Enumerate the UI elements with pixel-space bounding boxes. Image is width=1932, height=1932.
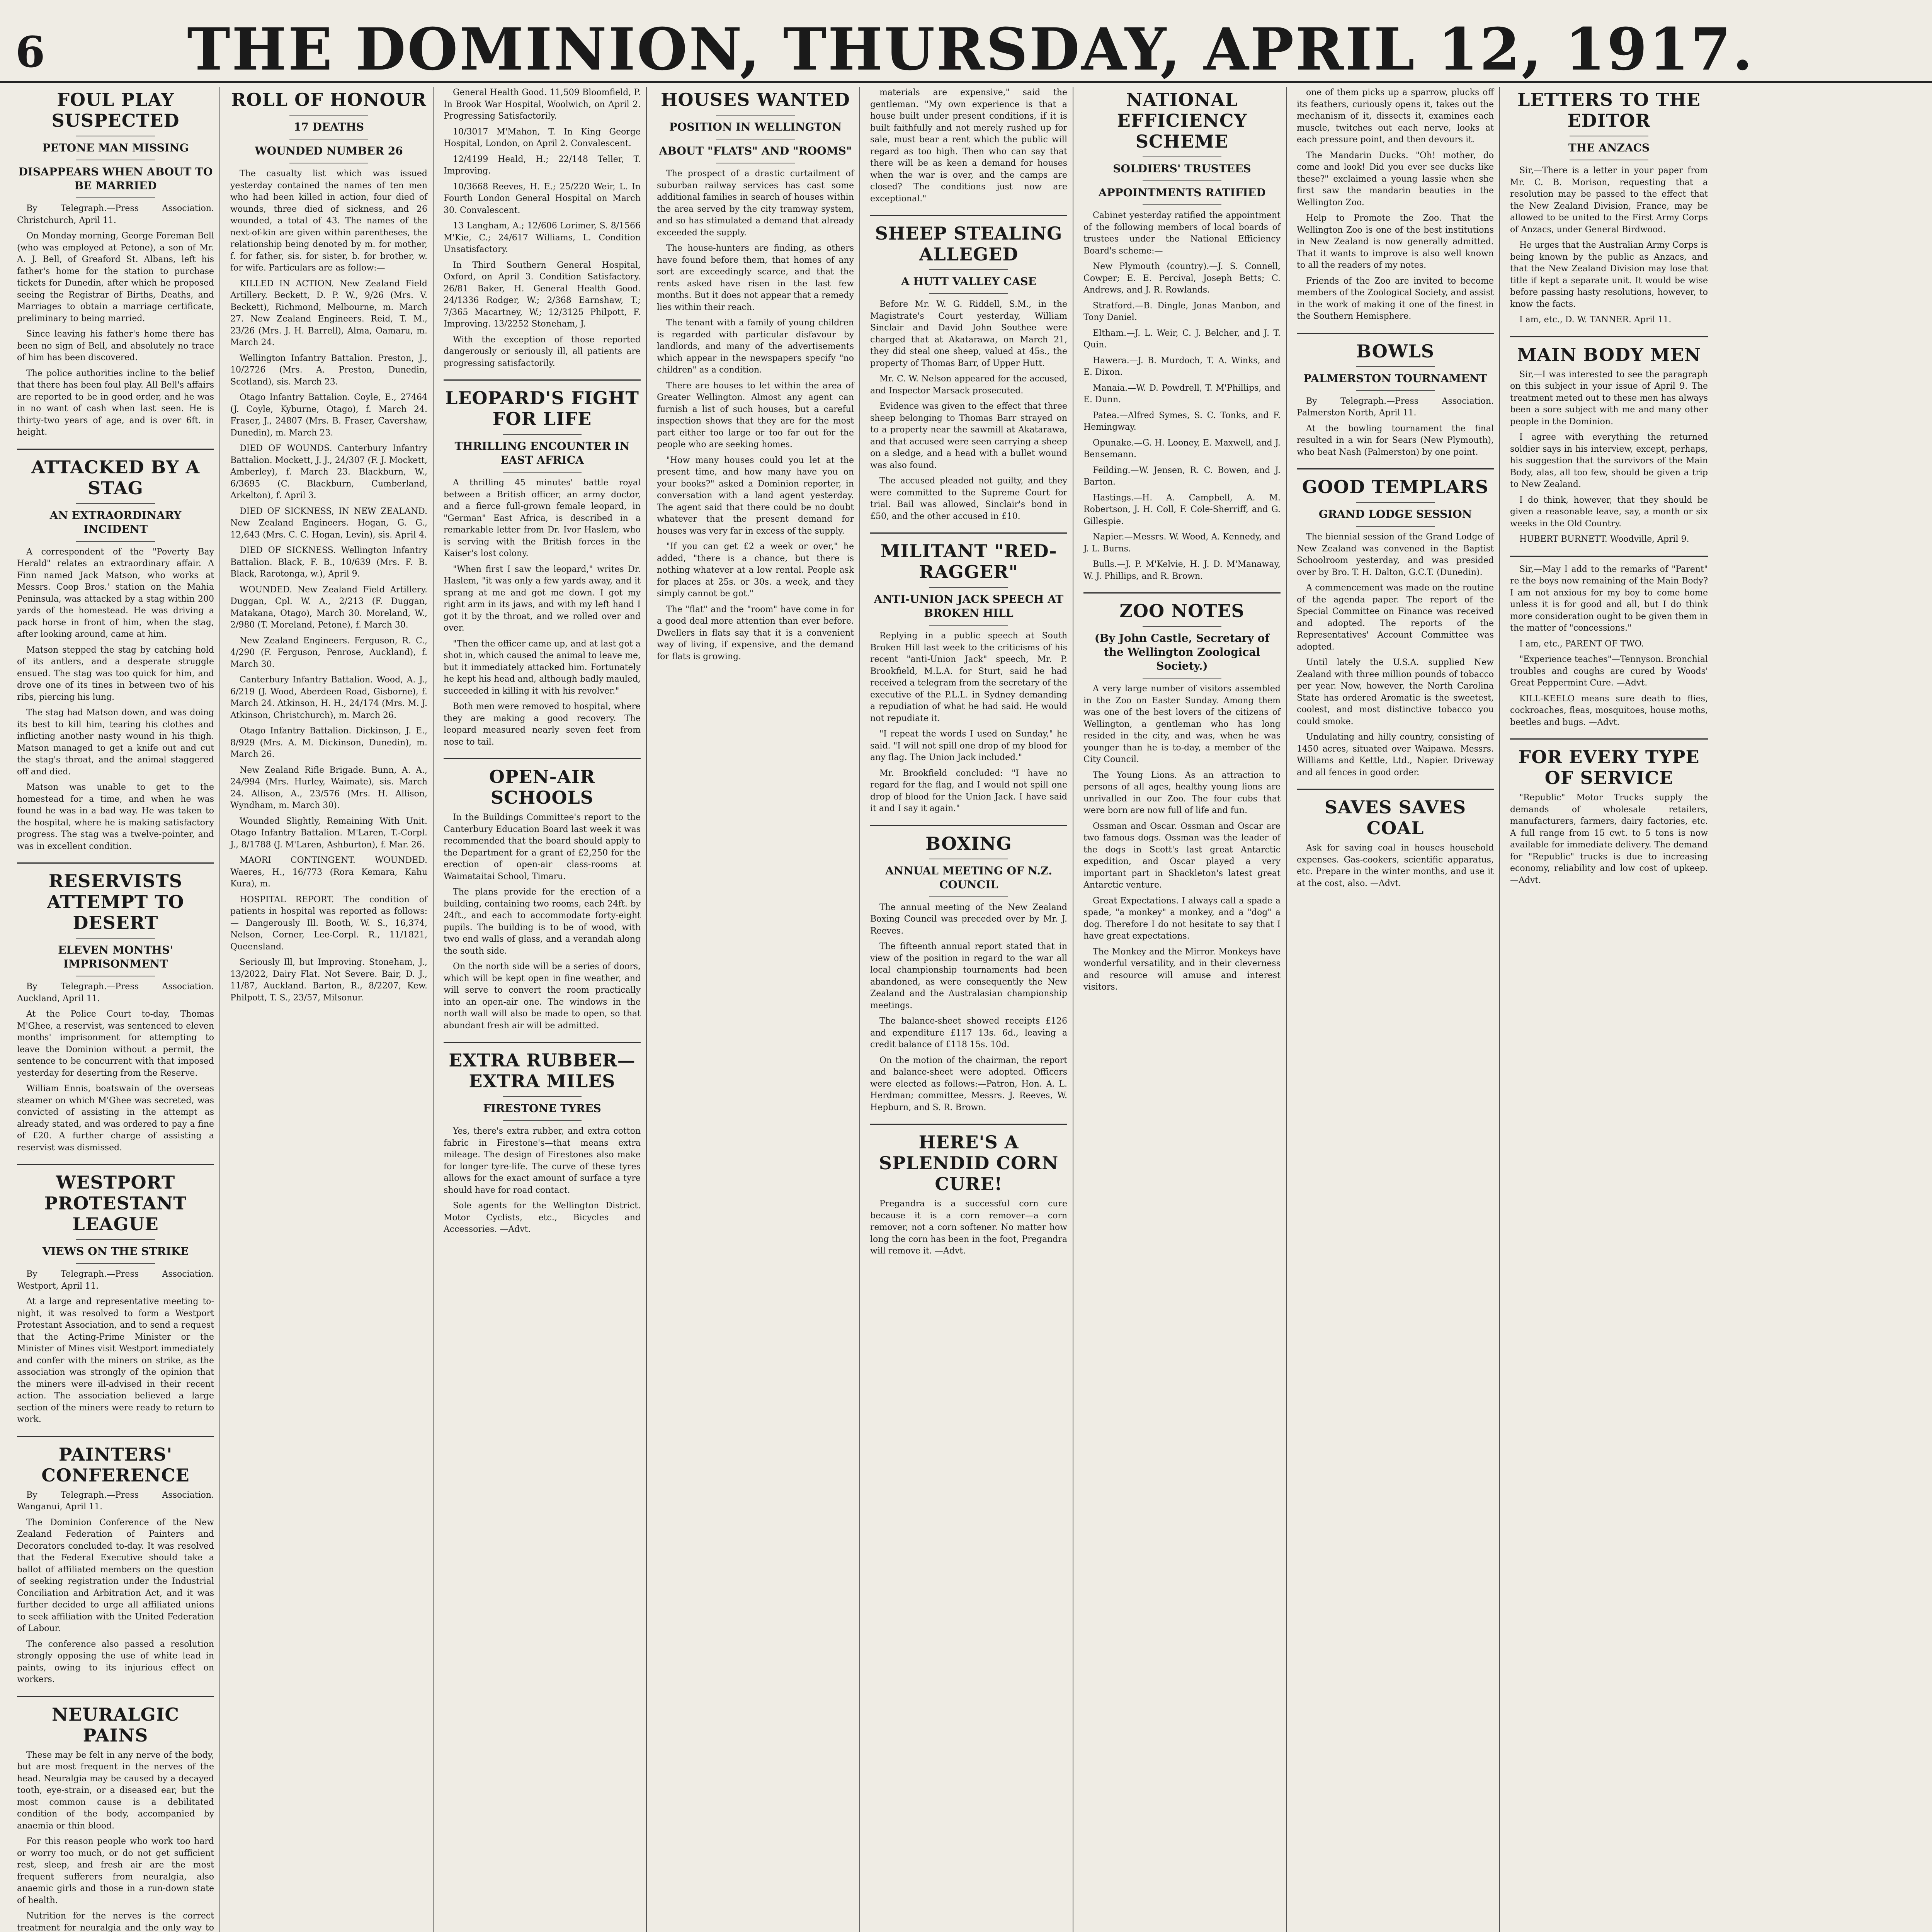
divider xyxy=(76,938,155,939)
body-paragraph: The conference also passed a resolution strongly opposing the use of white lead in paints, owing to its injurious effect on workers. xyxy=(17,1639,214,1684)
body-paragraph: By Telegraph.—Press Association. Wanganui, April 11. xyxy=(17,1490,214,1512)
article xyxy=(1510,344,1708,557)
body-paragraph: Manaia.—W. D. Powdrell, T. M'Phillips, and E. Dunn. xyxy=(1083,383,1281,405)
body-paragraph: Great Expectations. I always call a spade a spade, "a monkey" a monkey, and a "dog" a dog. Therefore I do not hesitate to say that I have great expectations. xyxy=(1083,896,1281,941)
divider xyxy=(1356,526,1435,527)
article xyxy=(870,541,1067,826)
body-paragraph: The police authorities incline to the belief that there has been foul play. All Bell's affairs are reported to be in good order, and he was in no want of cash when last seen. He is thirty-two years of age, and is over 6ft. in height. xyxy=(17,368,214,437)
body-paragraph: Opunake.—G. H. Looney, E. Maxwell, and J. Bensemann. xyxy=(1083,438,1281,459)
body-paragraph: These may be felt in any nerve of the body, but are most frequent in the nerves of the head. Neuralgia may be caused by a decayed tooth, eye-strain, or a diseased ear, but the most common cause is a debilitated condition of the body, accompanied by anaemia or thin blood. xyxy=(17,1750,214,1831)
article xyxy=(17,457,214,864)
body-paragraph: "Then the officer came up, and at last got a shot in, which caused the animal to leave me, but it immediately attacked him. Fortunately he kept his head and, although badly mauled, succeeded in killing it with his revolver." xyxy=(444,639,641,696)
body-paragraph: New Plymouth (country).—J. S. Connell, Cowper; E. E. Percival, Joseph Betts; C. Andrews, and J. R. Rowlands. xyxy=(1083,262,1281,295)
body-paragraph: HUBERT BURNETT. Woodville, April 9. xyxy=(1519,534,1689,544)
subheadline: FIRESTONE TYRES xyxy=(483,1102,601,1115)
body-paragraph: Help to Promote the Zoo. That the Wellington Zoo is one of the best institutions in New Zealand is now generally admitted. That it wants to improve is also well known to all the readers of my notes. xyxy=(1297,213,1494,270)
divider xyxy=(1143,180,1221,181)
subheadline: ABOUT "FLATS" AND "ROOMS" xyxy=(659,145,852,157)
body-paragraph: The prospect of a drastic curtailment of suburban railway services has cast some additional families in search of houses within the area served by the city tramway system, and so has stimulated a demand that already exceeded the supply. xyxy=(657,169,854,238)
headline: RESERVISTS ATTEMPT TO DESERT xyxy=(47,871,184,933)
body-paragraph: Matson stepped the stag by catching hold of its antlers, and a desperate struggle ensued. The stag was too quick for him, and drove one of its tines in between two of his ribs, piercing his lung. xyxy=(17,645,214,702)
body-paragraph: Napier.—Messrs. W. Wood, A. Kennedy, and J. L. Burns. xyxy=(1083,532,1281,554)
divider xyxy=(1143,156,1221,157)
body-paragraph: I am, etc., D. W. TANNER. April 11. xyxy=(1519,315,1672,325)
divider xyxy=(76,1239,155,1240)
article xyxy=(230,89,427,1014)
article xyxy=(1510,89,1708,337)
headline: MILITANT "RED-RAGGER" xyxy=(880,541,1057,582)
body-paragraph: Canterbury Infantry Battalion. Wood, A. J., 6/219 (J. Wood, Aberdeen Road, Gisborne), f. March 24. Atkinson, H. H., 24/174 (Mrs. M. J. Atkinson, Christchurch), m. March 26. xyxy=(230,675,427,720)
body-paragraph: The balance-sheet showed receipts £126 and expenditure £117 13s. 6d., leaving a credit balance of £118 15s. 10d. xyxy=(870,1016,1067,1049)
body-paragraph: At the bowling tournament the final resulted in a win for Sears (New Plymouth), who beat Nash (Palmerston) by one point. xyxy=(1297,423,1494,457)
headline: OPEN-AIR SCHOOLS xyxy=(489,766,595,808)
body-paragraph: There are houses to let within the area of Greater Wellington. Almost any agent can furnish a list of such houses, but a careful inspection shows that they are for the most part either too large or too far out for the people who are seeking homes. xyxy=(657,381,854,449)
body-paragraph: William Ennis, boatswain of the overseas steamer on which M'Ghee was secreted, was convicted of assisting in the attempt as already stated, and was ordered to pay a fine of £20. A further charge of assisting a reservist was dismissed. xyxy=(17,1084,214,1153)
body-paragraph: By Telegraph.—Press Association. Christchurch, April 11. xyxy=(17,204,214,225)
body-paragraph: HOSPITAL REPORT. The condition of patients in hospital was reported as follows:— Dangerously Ill. Booth, W. S., 16,374, Nelson, Corner, Lee-Corpl. R., 11/1821, Queensland. xyxy=(230,895,427,952)
article xyxy=(17,1172,214,1437)
body-paragraph: Pregandra is a successful corn cure because it is a corn remover—a corn remover, not a corn softener. No matter how long the corn has been in the foot, Pregandra will remove it. —Advt. xyxy=(870,1199,1067,1256)
body-paragraph: "When first I saw the leopard," writes Dr. Haslem, "it was only a few yards away, and it sprang at me and got me down. I got my right arm in its jaws, and with my left hand I got it by the throat, and we rolled over and over. xyxy=(444,564,641,633)
page-header xyxy=(0,0,1932,83)
body-paragraph: Ask for saving coal in houses household expenses. Gas-cookers, scientific apparatus, etc. Prepare in the winter months, and use it at the cost, also. —Advt. xyxy=(1297,843,1494,888)
divider xyxy=(503,1096,582,1097)
body-paragraph: The casualty list which was issued yesterday contained the names of ten men who had been killed in action, four died of wounds, three died of sickness, and 26 wounded, a total of 43. The names of the next-of-kin are given within parentheses, the relationship being denoted by m. for mother, f. for father, sis. for sister, b. for brother, w. for wife. Particulars are as follow:— xyxy=(230,169,427,273)
body-paragraph: "How many houses could you let at the present time, and how many have you on your books?" asked a Dominion reporter, in conversation with a land agent yesterday. The agent said that there could be no doubt whatever that the present demand for houses was very far in excess of the supply. xyxy=(657,455,854,536)
article xyxy=(870,833,1067,1125)
body-paragraph: The accused pleaded not guilty, and they were committed to the Supreme Court for trial. Bail was allowed, Sinclair's bond in £50, and the other accused in £10. xyxy=(870,476,1067,521)
headline: MAIN BODY MEN xyxy=(1517,344,1701,365)
body-paragraph: For this reason people who work too hard or worry too much, or do not get sufficient rest, sleep, and fresh air are the most frequent sufferers from neuralgia, also anaemic girls and those in a run-down state of health. xyxy=(17,1837,214,1905)
headline: LEOPARD'S FIGHT FOR LIFE xyxy=(445,388,639,429)
article xyxy=(444,1050,641,1246)
body-paragraph: A commencement was made on the routine of the agenda paper. The report of the Special Committee on Finance was received and adopted. The reports of the Representatives' Account Committee was adopted. xyxy=(1297,583,1494,652)
divider xyxy=(76,1263,155,1264)
body-paragraph: 10/3668 Reeves, H. E.; 25/220 Weir, L. In Fourth London General Hospital on March 30. Convalescent. xyxy=(444,182,641,215)
body-paragraph: General Health Good. 11,509 Bloomfield, P. In Brook War Hospital, Woolwich, on April 2. Progressing Satisfactorily. xyxy=(444,88,641,121)
body-paragraph: Seriously Ill, but Improving. Stoneham, J., 13/2022, Dairy Flat. Not Severe. Bair, D. J., 11/87, Auckland. Barton, R., 8/2207, Kew. Philpott, T. S., 23/57, Milsonur. xyxy=(230,957,427,1003)
headline: FOUL PLAY SUSPECTED xyxy=(51,89,180,131)
body-paragraph: DIED OF SICKNESS, IN NEW ZEALAND. New Zealand Engineers. Hogan, G. G., 12,643 (Mrs. C. C. Hogan, Levin), sis. April 4. xyxy=(230,506,427,540)
article xyxy=(444,388,641,759)
body-paragraph: The plans provide for the erection of a building, containing two rooms, each 24ft. by 24ft., and each to accommodate forty-eight pupils. The building is to be of wood, with two end walls of glass, and a verandah along the south side. xyxy=(444,887,641,956)
column-4 xyxy=(651,87,860,1932)
body-paragraph: At a large and representative meeting to-night, it was resolved to form a Westport Protestant Association, and to send a request that the Acting-Prime Minister or the Minister of Mines visit Westport immediately and confer with the miners on strike, as the association was strongly of the opinion that the miners were ill-advised in their recent action. The association believed a large section of the miners were ready to return to work. xyxy=(17,1297,214,1424)
article xyxy=(1083,600,1281,1003)
body-paragraph: "I repeat the words I used on Sunday," he said. "I will not spill one drop of my blood for any flag. The Union Jack included." xyxy=(870,729,1067,762)
body-paragraph: "Republic" Motor Trucks supply the demands of wholesale retailers, manufacturers, farmers, dairy factories, etc. A full range from 15 cwt. to 5 tons is now available for immediate delivery. The demand for "Republic" trucks is due to increasing economy, reliability and low cost of upkeep. —Advt. xyxy=(1510,793,1708,885)
subheadline: THE ANZACS xyxy=(1568,141,1650,154)
body-paragraph: Sole agents for the Wellington District. Motor Cyclists, etc., Bicycles and Accessories. —Advt. xyxy=(444,1201,641,1234)
body-paragraph: Sir,—I was interested to see the paragraph on this subject in your issue of April 9. The treatment meted out to these men has always been a sore subject with me and many other people in the Dominion. xyxy=(1510,369,1708,427)
divider xyxy=(929,896,1008,897)
body-paragraph: 12/4199 Heald, H.; 22/148 Teller, T. Improving. xyxy=(444,154,641,176)
body-paragraph: In the Buildings Committee's report to the Canterbury Education Board last week it was recommended that the board should apply to the Department for a grant of £2,250 for the erection of open-air class-rooms at Waimataitai School, Timaru. xyxy=(444,813,641,881)
body-paragraph: I do think, however, that they should be given a reasonable leave, say, a month or six weeks in the Old Country. xyxy=(1510,495,1708,529)
body-paragraph: Undulating and hilly country, consisting of 1450 acres, situated over Waipawa. Messrs. Williams and Kettle, Ltd., Napier. Driveway and all fences in good order. xyxy=(1297,732,1494,777)
body-paragraph: Nutrition for the nerves is the correct treatment for neuralgia and the only way to xyxy=(17,1911,214,1932)
newspaper-columns xyxy=(12,87,1928,1932)
body-paragraph: At the Police Court to-day, Thomas M'Ghee, a reservist, was sentenced to eleven months' imprisonment for attempting to leave the Dominion without a permit, the sentence to be concurrent with that imposed yesterday for deserting from the Reserve. xyxy=(17,1009,214,1078)
subheadline: POSITION IN WELLINGTON xyxy=(669,121,842,133)
article xyxy=(17,1444,214,1697)
subheadline: WOUNDED NUMBER 26 xyxy=(255,145,403,157)
headline: EXTRA RUBBER—EXTRA MILES xyxy=(449,1050,636,1092)
body-paragraph: A very large number of visitors assembled in the Zoo on Easter Sunday. Among them was one of the best lovers of the citizens of Wellington, a gentleman who has long resided in the city, and was, when he was younger than he is to-day, a member of the City Council. xyxy=(1083,684,1281,764)
article xyxy=(870,1132,1067,1267)
divider xyxy=(76,541,155,542)
column-3 xyxy=(438,87,647,1932)
subheadline: ANNUAL MEETING OF N.Z. COUNCIL xyxy=(885,864,1052,891)
subheadline: GRAND LODGE SESSION xyxy=(1318,508,1472,520)
article xyxy=(17,1704,214,1932)
divider xyxy=(503,1120,582,1121)
body-paragraph: Friends of the Zoo are invited to become members of the Zoological Society, and assist in the work of making it one of the finest in the Southern Hemisphere. xyxy=(1297,276,1494,321)
article xyxy=(1297,797,1494,900)
subheadline: 17 DEATHS xyxy=(293,121,364,133)
body-paragraph: Yes, there's extra rubber, and extra cotton fabric in Firestone's—that means extra mileage. The design of Firestones also make for longer tyre-life. The curve of these tyres allows for the exact amount of surface a tyre should have for road contact. xyxy=(444,1126,641,1195)
headline: BOWLS xyxy=(1356,340,1435,362)
body-paragraph: Matson was unable to get to the homestead for a time, and when he was found he was in a bad way. He was taken to the hospital, where he is making satisfactory progress. The stag was a twelve-pointer, and was in excellent condition. xyxy=(17,782,214,851)
body-paragraph: In Third Southern General Hospital, Oxford, on April 3. Condition Satisfactory. 26/81 Baker, H. General Health Good. 24/1336 Rodger, W.; 2/368 Earnshaw, T.; 7/365 Macartney, W.; 12/3125 Philpott, F. Improving. 13/2252 Stoneham, J. xyxy=(444,260,641,329)
headline: PAINTERS' CONFERENCE xyxy=(41,1444,190,1486)
body-paragraph: The tenant with a family of young children is regarded with particular disfavour by landlords, and many of the advertisements which appear in the newspapers specify "no children" as a condition. xyxy=(657,318,854,375)
body-paragraph: He urges that the Australian Army Corps is being known by the public as Anzacs, and that the New Zealand Division may lose that title if kept a separate unit. It would be wise before passing hasty resolutions, however, to know the facts. xyxy=(1510,240,1708,309)
article xyxy=(444,87,641,381)
body-paragraph: Wellington Infantry Battalion. Preston, J., 10/2726 (Mrs. A. Preston, Dunedin, Scotland), sis. March 23. xyxy=(230,353,427,387)
headline: FOR EVERY TYPE OF SERVICE xyxy=(1518,747,1700,788)
body-paragraph: Bulls.—J. P. M'Kelvie, H. J. D. M'Manaway, W. J. Phillips, and R. Brown. xyxy=(1083,560,1281,581)
body-paragraph: The Monkey and the Mirror. Monkeys have wonderful versatility, and in their cleverness and resource will amuse and interest visitors. xyxy=(1083,947,1281,992)
headline: SAVES SAVES COAL xyxy=(1324,797,1466,838)
body-paragraph: WOUNDED. New Zealand Field Artillery. Duggan, Cpl. W. A., 2/213 (F. Duggan, Matakana, Otago), March 30. Moreland, W., 2/980 (T. Moreland, Petone), f. March 30. xyxy=(230,585,427,630)
body-paragraph: Otago Infantry Battalion. Dickinson, J. E., 8/929 (Mrs. A. M. Dickinson, Dunedin), m. March 26. xyxy=(230,726,427,759)
headline: HOUSES WANTED xyxy=(661,89,850,110)
divider xyxy=(1143,678,1221,679)
article xyxy=(870,223,1067,534)
body-paragraph: New Zealand Rifle Brigade. Bunn, A. A., 24/994 (Mrs. Hurley, Waimate), sis. March 24. Allison, A., 23/576 (Mrs. H. Allison, Wyndham, m. March 30). xyxy=(230,765,427,810)
subheadline: ELEVEN MONTHS' IMPRISONMENT xyxy=(58,944,173,970)
subheadline: AN EXTRAORDINARY INCIDENT xyxy=(49,509,182,536)
article xyxy=(1510,747,1708,896)
divider xyxy=(1143,204,1221,205)
body-paragraph: The fifteenth annual report stated that in view of the position in regard to the war all local championship tournaments had been abandoned, as were consequently the New Zealand and the Australasian championship meetings. xyxy=(870,942,1067,1010)
body-paragraph: Evidence was given to the effect that three sheep belonging to Thomas Barr strayed on to a property near the sawmill at Akatarawa, and that accused were seen carrying a sheep on a sledge, and a head with a bullet wound was also found. xyxy=(870,401,1067,470)
body-paragraph: KILL-KEELO means sure death to flies, cockroaches, fleas, mosquitoes, house moths, beetles and bugs. —Advt. xyxy=(1510,694,1708,727)
divider xyxy=(503,434,582,435)
body-paragraph: Eltham.—J. L. Weir, C. J. Belcher, and J. T. Quin. xyxy=(1083,328,1281,350)
article xyxy=(17,89,214,450)
body-paragraph: New Zealand Engineers. Ferguson, R. C., 4/290 (F. Ferguson, Penrose, Auckland), f. March 30. xyxy=(230,636,427,669)
subheadline: (By John Castle, Secretary of the Wellington Zoological Society.) xyxy=(1094,632,1270,672)
divider xyxy=(1356,366,1435,367)
column-1 xyxy=(12,87,220,1932)
body-paragraph: 10/3017 M'Mahon, T. In King George Hospital, London, on April 2. Convalescent. xyxy=(444,127,641,148)
divider xyxy=(503,472,582,473)
body-paragraph: KILLED IN ACTION. New Zealand Field Artillery. Beckett, D. P. W., 9/26 (Mrs. V. Beckett), Richmond, Melbourne, m. March 27. New Zealand Engineers. Reid, T. M., 23/26 (Mrs. J. H. Barrell), Alma, Oamaru, m. March 24. xyxy=(230,279,427,347)
body-paragraph: Sir,—May I add to the remarks of "Parent" re the boys now remaining of the Main Body? I am not anxious for my boy to come home unless it is for good and all, but I do think more consideration ought to be given them in the matter of "concessions." xyxy=(1510,564,1708,633)
article xyxy=(870,87,1067,216)
divider xyxy=(76,197,155,198)
body-paragraph: The Mandarin Ducks. "Oh! mother, do come and look! Did you ever see ducks like these?" exclaimed a young lassie when she first saw the mandarin beauties in the Wellington Zoo. xyxy=(1297,150,1494,207)
article xyxy=(657,89,854,673)
subheadline: VIEWS ON THE STRIKE xyxy=(42,1245,189,1258)
subheadline: APPOINTMENTS RATIFIED xyxy=(1098,186,1266,199)
body-paragraph: Replying in a public speech at South Broken Hill last week to the criticisms of his recent "anti-Union Jack" speech, Mr. P. Brookfield, M.L.A. for Sturt, said he had received a telegram from the secretary of the executive of the P.L.L. in Sydney demanding a repudiation of what he had said. He would not repudiate it. xyxy=(870,631,1067,723)
divider xyxy=(1356,390,1435,391)
divider xyxy=(929,625,1008,626)
headline: LETTERS TO THE EDITOR xyxy=(1517,89,1701,131)
headline: ATTACKED BY A STAG xyxy=(31,456,200,498)
body-paragraph: A thrilling 45 minutes' battle royal between a British officer, an army doctor, and a fierce full-grown female leopard, in "German" East Africa, is described in a remarkable letter from Dr. Ivor Haslem, who is serving with the British forces in the Kaiser's lost colony. xyxy=(444,478,641,558)
body-paragraph: Before Mr. W. G. Riddell, S.M., in the Magistrate's Court yesterday, William Sinclair and David John Southee were charged that at Akatarawa, on March 21, they did steal one sheep, valued at 45s., the property of Thomas Barr, of Upper Hutt. xyxy=(870,299,1067,368)
divider xyxy=(76,503,155,504)
body-paragraph: The annual meeting of the New Zealand Boxing Council was preceded over by Mr. J. Reeves. xyxy=(870,902,1067,936)
subheadline: SOLDIERS' TRUSTEES xyxy=(1113,162,1251,175)
subheadline: ANTI-UNION JACK SPEECH AT BROKEN HILL xyxy=(874,593,1064,619)
body-paragraph: Cabinet yesterday ratified the appointment of the following members of local boards of trustees under the National Efficiency Board's scheme:— xyxy=(1083,211,1281,256)
divider xyxy=(716,115,795,116)
body-paragraph: Mr. C. W. Nelson appeared for the accused, and Inspector Marsack prosecuted. xyxy=(870,374,1067,396)
divider xyxy=(929,293,1008,294)
body-paragraph: Sir,—There is a letter in your paper from Mr. C. B. Morison, requesting that a resolution may be passed to the effect that the New Zealand Division, France, may be allowed to be united to the First Army Corps of Anzacs, under General Birdwood. xyxy=(1510,166,1708,235)
body-paragraph: I agree with everything the returned soldier says in his interview, except, perhaps, his suggestion that the survivors of the Main Body, alas, all too few, should be given a trip to New Zealand. xyxy=(1510,432,1708,489)
subheadline: THRILLING ENCOUNTER IN EAST AFRICA xyxy=(454,440,630,466)
body-paragraph: 13 Langham, A.; 12/606 Lorimer, S. 8/1566 M'Kie, C.; 24/617 Williams, L. Condition Unsatisfactory. xyxy=(444,221,641,254)
body-paragraph: I am, etc., PARENT OF TWO. xyxy=(1519,639,1644,649)
body-paragraph: Ossman and Oscar. Ossman and Oscar are two famous dogs. Ossman was the leader of the dogs in Scott's last great Antarctic expedition, and Oscar played a very important part in Shackleton's latest great Antarctic venture. xyxy=(1083,821,1281,890)
column-8 xyxy=(1505,87,1713,1932)
body-paragraph: Hastings.—H. A. Campbell, A. M. Robertson, J. H. Coll, F. Cole-Sherriff, and G. Gillespie. xyxy=(1083,493,1281,526)
body-paragraph: Feilding.—W. Jensen, R. C. Bowen, and J. Barton. xyxy=(1083,465,1281,487)
divider xyxy=(1143,626,1221,627)
subheadline: PETONE MAN MISSING xyxy=(42,141,189,154)
subheadline: PALMERSTON TOURNAMENT xyxy=(1303,372,1487,385)
article xyxy=(17,871,214,1165)
divider xyxy=(929,587,1008,588)
article xyxy=(1297,341,1494,470)
body-paragraph: Stratford.—B. Dingle, Jonas Manbon, and Tony Daniel. xyxy=(1083,301,1281,322)
article xyxy=(1297,476,1494,790)
article xyxy=(1083,89,1281,594)
headline: ZOO NOTES xyxy=(1119,600,1245,621)
body-paragraph: By Telegraph.—Press Association. Auckland, April 11. xyxy=(17,982,214,1003)
article xyxy=(1297,87,1494,334)
masthead: THE DOMINION, THURSDAY, APRIL 12, 1917. xyxy=(187,15,1754,83)
body-paragraph: On the motion of the chairman, the report and balance-sheet were adopted. Officers were elected as follows:—Patron, Hon. A. L. Herdman; committee, Messrs. J. Reeves, W. Hepburn, and S. R. Brown. xyxy=(870,1055,1067,1112)
body-paragraph: Otago Infantry Battalion. Coyle, E., 27464 (J. Coyle, Kyburne, Otago), f. March 24. Fraser, J., 24807 (Mrs. B. Fraser, Cavershaw, Dunedin), m. March 23. xyxy=(230,393,427,438)
headline: NEURALGIC PAINS xyxy=(52,1704,179,1746)
headline: ROLL OF HONOUR xyxy=(231,89,427,110)
headline: GOOD TEMPLARS xyxy=(1302,476,1489,497)
subheadline: A HUTT VALLEY CASE xyxy=(901,275,1037,288)
body-paragraph: DIED OF WOUNDS. Canterbury Infantry Battalion. Mockett, J. J., 24/307 (F. J. Mockett, Amberley), f. March 23. Blackburn, W., 6/3695 (C. Blackburn, Cumberland, Arkelton), f. April 3. xyxy=(230,444,427,500)
body-paragraph: On the north side will be a series of doors, which will be kept open in fine weather, and will serve to convert the room practically into an open-air one. The windows in the north wall will also be made to open, so that abundant fresh air will be admitted. xyxy=(444,962,641,1031)
body-paragraph: Hawera.—J. B. Murdoch, T. A. Winks, and E. Dixon. xyxy=(1083,355,1281,377)
headline: NATIONAL EFFICIENCY SCHEME xyxy=(1117,89,1247,152)
body-paragraph: On Monday morning, George Foreman Bell (who was employed at Petone), a son of Mr. A. J. Bell, of Greaford St. Albans, left his father's home for the station to purchase tickets for Dunedin, after which he proposed seeing the Registrar of Births, Deaths, and Marriages to obtain a marriage certificate, preliminary to being married. xyxy=(17,231,214,323)
body-paragraph: The Dominion Conference of the New Zealand Federation of Painters and Decorators concluded to-day. It was resolved that the Federal Executive should take a ballot of affiliated members on the question of seeking registration under the Industrial Conciliation and Arbitration Act, and it was further decided to urge all affiliated unions to seek affiliation with the United Federation of Labour. xyxy=(17,1517,214,1633)
body-paragraph: Patea.—Alfred Symes, S. C. Tonks, and F. Hemingway. xyxy=(1083,410,1281,432)
body-paragraph: Both men were removed to hospital, where they are making a good recovery. The leopard measured nearly seven feet from nose to tail. xyxy=(444,702,641,747)
article xyxy=(444,766,641,1043)
article xyxy=(1510,564,1708,740)
headline: SHEEP STEALING ALLEGED xyxy=(875,223,1063,265)
body-paragraph: By Telegraph.—Press Association. Westport, April 11. xyxy=(17,1269,214,1291)
divider xyxy=(929,269,1008,270)
body-paragraph: MAORI CONTINGENT. WOUNDED. Waeres, H., 16/773 (Rora Kemara, Kahu Kura), m. xyxy=(230,855,427,889)
divider xyxy=(1356,502,1435,503)
body-paragraph: The house-hunters are finding, as others have found before them, that homes of any sort are exceedingly scarce, and that the rents asked have risen in the last few months. But it does not appear that a remedy lies within their reach. xyxy=(657,243,854,312)
column-2 xyxy=(225,87,434,1932)
body-paragraph: Until lately the U.S.A. supplied New Zealand with three million pounds of tobacco per year. Now, however, the North Carolina State has ordered Aromatic is the sweetest, coolest, and most distinctive tobacco you could smoke. xyxy=(1297,658,1494,726)
column-7 xyxy=(1291,87,1500,1932)
body-paragraph: The "flat" and the "room" have come in for a good deal more attention than ever before. Dwellers in flats say that it is a convenient way of living, if expensive, and the demand for flats is growing. xyxy=(657,604,854,662)
body-paragraph: A correspondent of the "Poverty Bay Herald" relates an extraordinary affair. A Finn named Jack Matson, who works at Messrs. Coop Bros.' station on the Mahia Peninsula, was attacked by a stag within 200 yards of the homestead. He was driving a pack horse in front of him, when the stag, after looking around, came at him. xyxy=(17,547,214,639)
divider xyxy=(289,115,368,116)
body-paragraph: The Young Lions. As an attraction to persons of all ages, healthy young lions are unrivalled in our Zoo. The four cubs that were born are now full of life and fun. xyxy=(1083,770,1281,815)
page-number: 6 xyxy=(15,27,45,77)
body-paragraph: Wounded Slightly, Remaining With Unit. Otago Infantry Battalion. M'Laren, T.-Corpl. J., 8/1788 (J. M'Laren, Ashburton), f. Mar. 26. xyxy=(230,816,427,850)
body-paragraph: The stag had Matson down, and was doing its best to kill him, tearing his clothes and inflicting another nasty wound in his thigh. Matson managed to get a knife out and cut the stag's throat, and the animal staggered off and died. xyxy=(17,708,214,777)
headline: BOXING xyxy=(925,833,1012,854)
body-paragraph: materials are expensive," said the gentleman. "My own experience is that a house built under present conditions, if it is built faithfully and not merely rushed up for sale, must bear a rent which the public will regard as too high. Then who can say that there will be as keen a demand for houses when the war is over, and the camps are closed? The conditions just now are exceptional." xyxy=(870,88,1067,204)
body-paragraph: DIED OF SICKNESS. Wellington Infantry Battalion. Black, F. B., 10/639 (Mrs. F. B. Black, Rarotonga, w.), April 9. xyxy=(230,546,427,579)
body-paragraph: "Experience teaches"—Tennyson. Bronchial troubles and coughs are cured by Woods' Great Peppermint Cure. —Advt. xyxy=(1510,655,1708,688)
body-paragraph: one of them picks up a sparrow, plucks off its feathers, curiously opens it, takes out the mechanism of it, dissects it, examines each muscle, twitches out each nerve, looks at each pressure point, and then devours it. xyxy=(1297,88,1494,145)
body-paragraph: Since leaving his father's home there has been no sign of Bell, and absolutely no trace of him has been discovered. xyxy=(17,329,214,362)
body-paragraph: "If you can get £2 a week or over," he added, "there is a chance, but there is nothing whatever at a low rental. People ask for places at 25s. or 30s. a week, and they simply cannot be got." xyxy=(657,542,854,599)
column-5 xyxy=(865,87,1073,1932)
body-paragraph: By Telegraph.—Press Association. Palmerston North, April 11. xyxy=(1297,396,1494,418)
subheadline: DISAPPEARS WHEN ABOUT TO BE MARRIED xyxy=(18,165,213,192)
body-paragraph: With the exception of those reported dangerously or seriously ill, all patients are progressing satisfactorily. xyxy=(444,335,641,368)
headline: WESTPORT PROTESTANT LEAGUE xyxy=(44,1172,187,1235)
column-6 xyxy=(1078,87,1287,1932)
body-paragraph: The biennial session of the Grand Lodge of New Zealand was convened in the Baptist Schoolroom yesterday, and was presided over by Bro. T. H. Dalton, G.C.T. (Dunedin). xyxy=(1297,532,1494,577)
headline: HERE'S A SPLENDID CORN CURE! xyxy=(879,1132,1059,1194)
body-paragraph: Mr. Brookfield concluded: "I have no regard for the flag, and I would not spill one drop of blood for the Union Jack. I have said it and I say it again." xyxy=(870,768,1067,813)
